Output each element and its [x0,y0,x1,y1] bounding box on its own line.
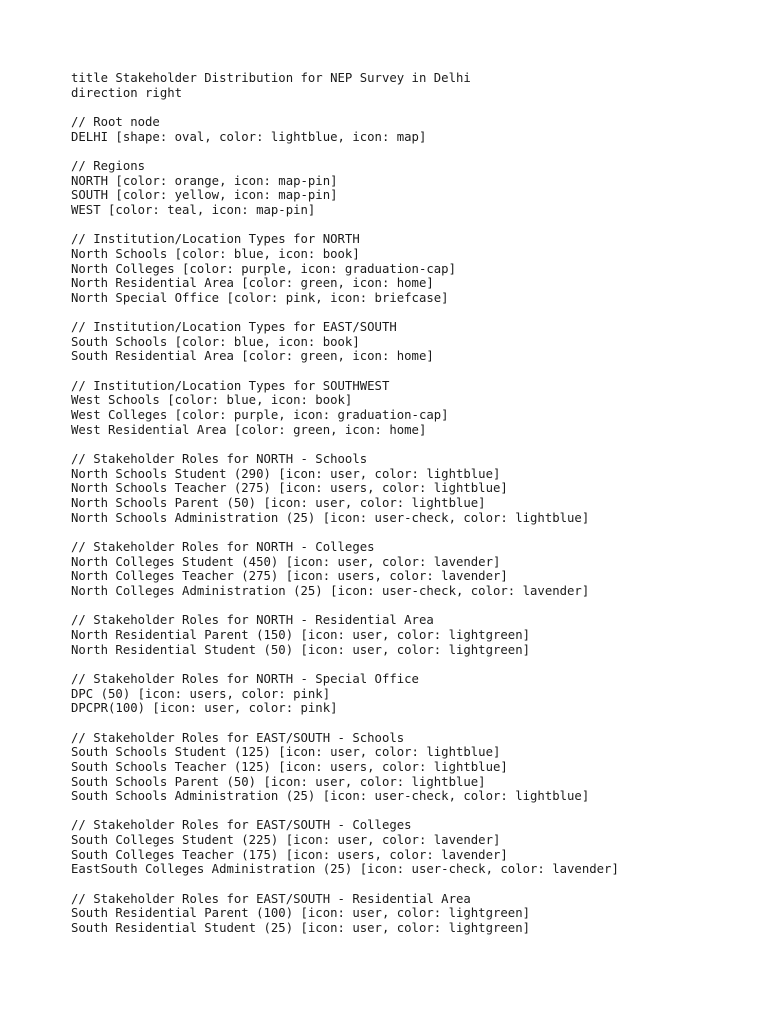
comment-line: // Root node [71,114,160,129]
blank-line [71,804,751,819]
comment-line: // Stakeholder Roles for NORTH - Schools [71,452,368,467]
comment-line: // Stakeholder Roles for NORTH - Residential Area [71,613,434,628]
comment-line: // Institution/Location Types for SOUTHWEST [71,378,390,393]
code-line: North Schools Parent (50) [icon: user, color: lightblue] [71,496,486,511]
code-line: North Colleges Administration (25) [icon: user-check, color: lavender] [71,583,590,598]
code-line: South Colleges Teacher (175) [icon: users, color: lavender] [71,847,508,862]
code-line: South Schools Administration (25) [icon: user-check, color: lightblue] [71,789,590,804]
code-line: North Colleges Student (450) [icon: user, color: lavender] [71,554,501,569]
code-line: WEST [color: teal, icon: map-pin] [71,202,316,217]
blank-line [71,877,751,892]
code-line: South Schools [color: blue, icon: book] [71,334,360,349]
code-line: West Colleges [color: purple, icon: graduation-cap] [71,408,449,423]
code-line: North Special Office [color: pink, icon: briefcase] [71,290,449,305]
comment-line: // Stakeholder Roles for NORTH - Special Office [71,671,419,686]
code-line: SOUTH [color: yellow, icon: map-pin] [71,188,338,203]
blank-line [71,306,751,321]
comment-line: // Stakeholder Roles for EAST/SOUTH - Schools [71,730,405,745]
code-line: title Stakeholder Distribution for NEP Survey in Delhi [71,71,471,85]
comment-line: // Stakeholder Roles for NORTH - Colleges [71,540,375,554]
code-line: North Schools Student (290) [icon: user, color: lightblue] [71,466,501,481]
code-line: West Residential Area [color: green, icon: home] [71,422,427,437]
code-line: North Colleges [color: purple, icon: graduation-cap] [71,261,456,276]
code-line: South Schools Teacher (125) [icon: users, color: lightblue] [71,759,508,774]
code-line: EastSouth Colleges Administration (25) [icon: user-check, color: lavender] [71,862,619,877]
code-line: direction right [71,85,183,100]
code-line: South Schools Parent (50) [icon: user, color: lightblue] [71,774,486,789]
comment-line: // Stakeholder Roles for EAST/SOUTH - Residential Area [71,891,471,906]
code-line: North Colleges Teacher (275) [icon: users, color: lavender] [71,569,508,584]
blank-line [71,716,751,731]
code-line: South Residential Area [color: green, icon: home] [71,349,434,364]
blank-line [71,657,751,672]
document-text [71,71,751,936]
code-line: South Residential Student (25) [icon: user, color: lightgreen] [71,921,531,936]
code-line: West Schools [color: blue, icon: book] [71,393,353,408]
code-line: DELHI [shape: oval, color: lightblue, icon: map] [71,129,427,144]
code-line: South Schools Student (125) [icon: user, color: lightblue] [71,745,501,760]
code-line: North Schools Teacher (275) [icon: users, color: lightblue] [71,481,508,496]
blank-line [71,599,751,614]
comment-line: // Institution/Location Types for NORTH [71,232,360,247]
code-line: North Residential Area [color: green, icon: home] [71,276,434,291]
code-line: North Residential Student (50) [icon: user, color: lightgreen] [71,642,531,657]
blank-line [71,218,751,233]
code-line: North Schools [color: blue, icon: book] [71,246,360,261]
blank-line [71,100,751,115]
blank-line [71,437,751,452]
blank-line [71,144,751,159]
comment-line: // Stakeholder Roles for EAST/SOUTH - Colleges [71,818,412,833]
code-line: NORTH [color: orange, icon: map-pin] [71,173,338,188]
code-line: North Residential Parent (150) [icon: user, color: lightgreen] [71,627,531,642]
comment-line: // Regions [71,158,146,173]
comment-line: // Institution/Location Types for EAST/SOUTH [71,320,397,335]
blank-line [71,364,751,379]
code-line: DPCPR(100) [icon: user, color: pink] [71,701,338,716]
code-line: North Schools Administration (25) [icon: user-check, color: lightblue] [71,510,590,525]
code-line: DPC (50) [icon: users, color: pink] [71,686,331,701]
code-line: South Residential Parent (100) [icon: user, color: lightgreen] [71,906,531,921]
code-line: South Colleges Student (225) [icon: user, color: lavender] [71,833,501,848]
blank-line [71,525,751,540]
